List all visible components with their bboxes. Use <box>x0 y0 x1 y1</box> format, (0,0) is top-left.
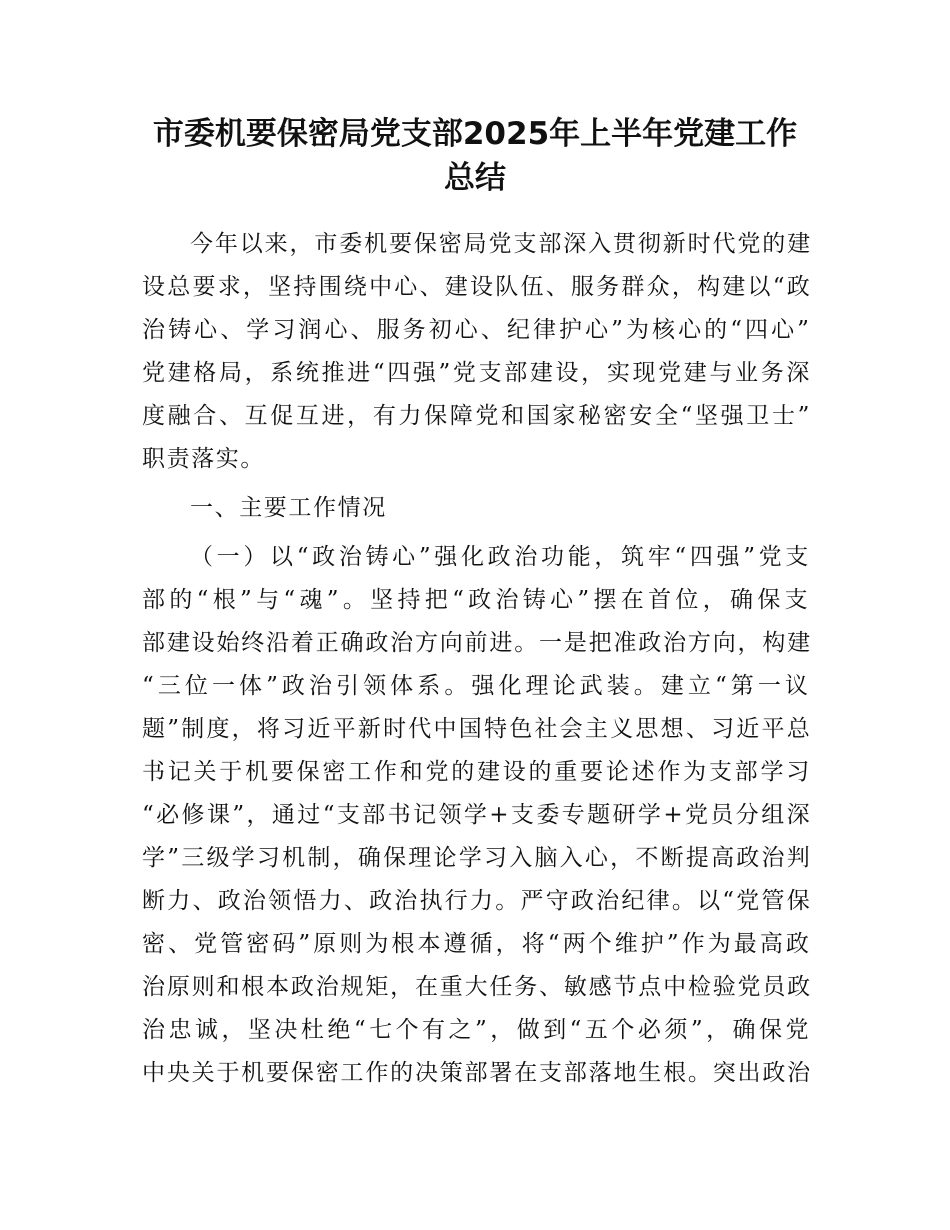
title-line-1: 市委机要保密局党支部2025年上半年党建工作 <box>152 116 798 152</box>
paragraph-1-line-6: 职责落实。 <box>142 446 265 472</box>
paragraph-2-line-1: （一）以“政治铸心”强化政治功能，筑牢“四强”党支 <box>190 544 812 570</box>
paragraph-1-line-4: 党建格局，系统推进“四强”党支部建设，实现党建与业务深 <box>142 360 812 386</box>
title-line-2: 总结 <box>444 160 506 196</box>
paragraph-1-line-3: 治铸心、学习润心、服务初心、纪律护心”为核心的“四心” <box>142 317 812 343</box>
paragraph-2-line-11: 治原则和根本政治规矩，在重大任务、敏感节点中检验党员政 <box>142 974 812 1000</box>
section-heading: 一、主要工作情况 <box>190 495 387 521</box>
paragraph-2-line-3: 部建设始终沿着正确政治方向前进。一是把准政治方向，构建 <box>142 630 812 656</box>
paragraph-2-line-12: 治忠诚，坚决杜绝“七个有之”，做到“五个必须”，确保党 <box>142 1017 812 1043</box>
paragraph-2-line-2: 部的“根”与“魂”。坚持把“政治铸心”摆在首位，确保支 <box>142 587 812 613</box>
document-title <box>130 112 820 200</box>
paragraph-2-line-10: 密、党管密码”原则为根本遵循，将“两个维护”作为最高政 <box>142 931 812 957</box>
paragraph-2-line-9: 断力、政治领悟力、政治执行力。严守政治纪律。以“党管保 <box>142 888 812 914</box>
paragraph-1-line-1: 今年以来，市委机要保密局党支部深入贯彻新时代党的建 <box>190 231 812 257</box>
paragraph-2-line-6: 书记关于机要保密工作和党的建设的重要论述作为支部学习 <box>142 759 812 785</box>
paragraph-2-line-4: “三位一体”政治引领体系。强化理论武装。建立“第一议 <box>142 673 812 699</box>
paragraph-1-line-5: 度融合、互促互进，有力保障党和国家秘密安全“坚强卫士” <box>142 403 812 429</box>
paragraph-2-line-13: 中央关于机要保密工作的决策部署在支部落地生根。突出政治 <box>142 1060 812 1086</box>
paragraph-2-line-5: 题”制度，将习近平新时代中国特色社会主义思想、习近平总 <box>142 716 812 742</box>
paragraph-2-line-7: “必修课”，通过“支部书记领学+支委专题研学+党员分组深 <box>142 802 812 828</box>
paragraph-1-line-2: 设总要求，坚持围绕中心、建设队伍、服务群众，构建以“政 <box>142 274 812 300</box>
paragraph-2-line-8: 学”三级学习机制，确保理论学习入脑入心，不断提高政治判 <box>142 845 812 871</box>
